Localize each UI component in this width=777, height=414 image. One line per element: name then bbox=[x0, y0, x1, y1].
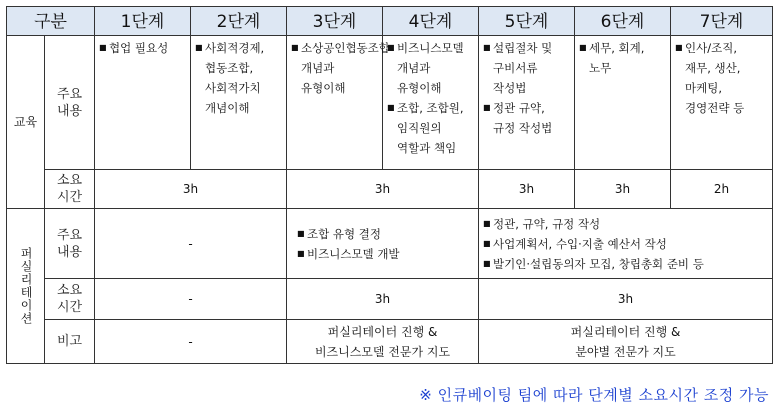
list-item: ■ 비즈니스모델 개발 bbox=[297, 244, 472, 264]
education-content-stage-6 bbox=[575, 36, 671, 170]
list-item: ■ 조합 유형 결정 bbox=[297, 224, 472, 244]
header-stage-7: 7단계 bbox=[671, 7, 773, 36]
facilitation-section-label: 퍼실리테이션 bbox=[7, 209, 45, 364]
list-item: ■ 소상공인협동조합 개념과 유형이해 bbox=[291, 38, 376, 98]
list-item: ■ 인사/조직, 재무, 생산, 마케팅, 경영전략 등 bbox=[675, 38, 766, 118]
education-content-stage-7 bbox=[671, 36, 773, 170]
header-row bbox=[7, 7, 773, 36]
facilitation-content-label: 주요 내용 bbox=[45, 209, 95, 279]
facilitation-remark-stage-3-4: 퍼실리테이터 진행 & 비즈니스모델 전문가 지도 bbox=[287, 320, 479, 364]
education-time-row bbox=[7, 170, 773, 209]
list-item: ■ 설립절차 및 구비서류 작성법 bbox=[483, 38, 568, 98]
schedule-table bbox=[6, 6, 773, 364]
list-item: ■ 협업 필요성 bbox=[99, 38, 184, 58]
education-section-label: 교육 bbox=[7, 36, 45, 209]
list-item: ■ 사회적경제, 협동조합, 사회적가치 개념이해 bbox=[195, 38, 280, 118]
list-item: ■ 사업계획서, 수입·지출 예산서 작성 bbox=[483, 234, 766, 254]
education-time-stage-7: 2h bbox=[671, 170, 773, 209]
list-item: ■ 발기인·설립동의자 모집, 창립총회 준비 등 bbox=[483, 254, 766, 274]
facilitation-time-row bbox=[7, 279, 773, 320]
footnote: ※ 인큐베이팅 팀에 따라 단계별 소요시간 조정 가능 bbox=[419, 386, 769, 404]
education-content-stage-2 bbox=[191, 36, 287, 170]
header-stage-5: 5단계 bbox=[479, 7, 575, 36]
education-time-stage-5: 3h bbox=[479, 170, 575, 209]
facilitation-remark-stage-1-2: - bbox=[95, 320, 287, 364]
education-time-label: 소요 시간 bbox=[45, 170, 95, 209]
facilitation-time-stage-3-4: 3h bbox=[287, 279, 479, 320]
education-content-label: 주요 내용 bbox=[45, 36, 95, 170]
facilitation-remark-stage-5-7: 퍼실리테이터 진행 & 분야별 전문가 지도 bbox=[479, 320, 773, 364]
list-item: ■ 비즈니스모델 개념과 유형이해 bbox=[387, 38, 472, 98]
list-item: ■ 정관 규약, 규정 작성법 bbox=[483, 98, 568, 138]
education-content-stage-5 bbox=[479, 36, 575, 170]
header-category: 구분 bbox=[7, 7, 95, 36]
education-content-stage-1 bbox=[95, 36, 191, 170]
list-item: ■ 정관, 규약, 규정 작성 bbox=[483, 214, 766, 234]
header-stage-1: 1단계 bbox=[95, 7, 191, 36]
education-content-stage-3 bbox=[287, 36, 390, 170]
education-time-stage-3-4: 3h bbox=[287, 170, 479, 209]
facilitation-remark-row bbox=[7, 320, 773, 364]
education-content-stage-4 bbox=[383, 36, 479, 170]
facilitation-time-stage-5-7: 3h bbox=[479, 279, 773, 320]
header-stage-2: 2단계 bbox=[191, 7, 287, 36]
list-item: ■ 세무, 회계, 노무 bbox=[579, 38, 664, 78]
facilitation-time-label: 소요 시간 bbox=[45, 279, 95, 320]
list-item: ■ 조합, 조합원, 임직원의 역할과 책임 bbox=[387, 98, 472, 158]
header-stage-4: 4단계 bbox=[383, 7, 479, 36]
header-stage-3: 3단계 bbox=[287, 7, 383, 36]
facilitation-content-stage-5-7 bbox=[479, 209, 773, 279]
education-time-stage-1-2: 3h bbox=[95, 170, 287, 209]
header-stage-6: 6단계 bbox=[575, 7, 671, 36]
facilitation-remark-label: 비고 bbox=[45, 320, 95, 364]
facilitation-time-stage-1-2: - bbox=[95, 279, 287, 320]
facilitation-content-stage-3-4 bbox=[287, 209, 479, 279]
facilitation-content-row bbox=[7, 209, 773, 279]
education-time-stage-6: 3h bbox=[575, 170, 671, 209]
education-content-row bbox=[7, 36, 773, 170]
facilitation-content-stage-1-2: - bbox=[95, 209, 287, 279]
